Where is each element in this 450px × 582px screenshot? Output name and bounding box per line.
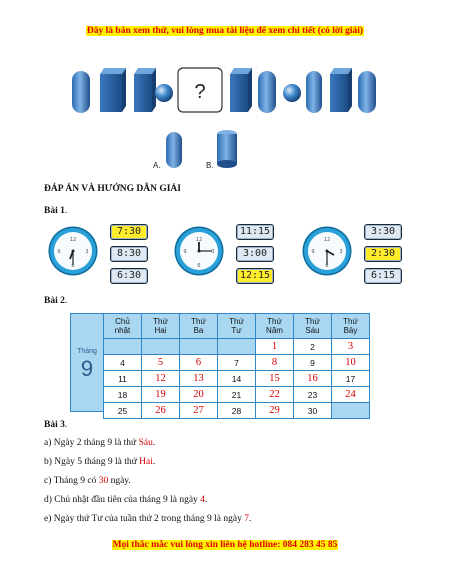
cylinder-shape — [72, 71, 90, 113]
option-a-label: A. — [153, 161, 161, 170]
weekday-header: Thứ Sáu — [294, 314, 332, 339]
calendar-cell: 14 — [218, 371, 256, 387]
question-mark: ? — [194, 81, 206, 103]
calendar-cell: 25 — [104, 403, 142, 419]
calendar-cell-answer: 5 — [142, 355, 180, 371]
analog-clock — [50, 228, 96, 274]
calendar-row — [104, 403, 370, 419]
calendar-header-row — [104, 314, 370, 339]
svg-text:6: 6 — [325, 263, 329, 269]
weekday-header: Thứ Ba — [180, 314, 218, 339]
weekday-header: Chủ nhật — [104, 314, 142, 339]
bai2-label: Bài 2. — [44, 296, 68, 306]
clock-face-icon — [308, 232, 346, 270]
calendar-cell: 18 — [104, 387, 142, 403]
svg-text:6: 6 — [197, 263, 201, 269]
calendar-cell: 7 — [218, 355, 256, 371]
calendar-row — [104, 371, 370, 387]
answers-heading: ĐÁP ÁN VÀ HƯỚNG DẪN GIẢI — [44, 184, 181, 194]
bai1-clock-rows — [44, 222, 404, 282]
bai1-label: Bài 1. — [44, 206, 68, 216]
shape-pattern-svg — [60, 56, 390, 176]
hotline-banner — [0, 540, 450, 550]
answer-value: Hai — [139, 457, 153, 467]
svg-text:9: 9 — [183, 249, 187, 255]
svg-text:12: 12 — [323, 237, 331, 243]
preview-banner-text: Đây là bản xem thử, vui lòng mua tài liệu để xem chi tiết (có lời giải) — [86, 26, 364, 36]
digital-time: 6:15 — [364, 268, 402, 284]
analog-clock — [176, 228, 222, 274]
digital-time: 3:00 — [236, 246, 274, 262]
svg-text:6: 6 — [71, 263, 75, 269]
cube-shape — [100, 68, 126, 112]
analog-clock — [304, 228, 350, 274]
digital-time: 12:15 — [236, 268, 274, 284]
svg-text:3: 3 — [211, 249, 215, 255]
digital-time: 8:30 — [110, 246, 148, 262]
calendar-cell: 9 — [294, 355, 332, 371]
bai3-answer-line: e) Ngày thứ Tư của tuần thứ 2 trong tháng 9 là ngày 7. — [44, 514, 252, 524]
weekday-header: Thứ Bảy — [332, 314, 370, 339]
calendar-row — [104, 355, 370, 371]
calendar-row — [104, 339, 370, 355]
svg-text:9: 9 — [57, 249, 61, 255]
calendar-cell-answer: 15 — [256, 371, 294, 387]
clock-face-icon — [180, 232, 218, 270]
svg-text:12: 12 — [195, 237, 203, 243]
clock-face-icon — [54, 232, 92, 270]
calendar-table — [103, 313, 370, 419]
calendar-cell — [332, 403, 370, 419]
digital-time: 11:15 — [236, 224, 274, 240]
calendar-cell: 11 — [104, 371, 142, 387]
option-b-shape — [217, 130, 237, 168]
calendar-cell-answer: 24 — [332, 387, 370, 403]
calendar-cell-answer: 27 — [180, 403, 218, 419]
calendar-cell-answer: 16 — [294, 371, 332, 387]
bai3-label: Bài 3. — [44, 420, 68, 430]
calendar-cell-answer: 13 — [180, 371, 218, 387]
hotline-banner-text: Mọi thắc mắc vui lòng xin liên hệ hotline: 084 283 45 85 — [112, 540, 338, 550]
svg-text:12: 12 — [69, 237, 77, 243]
calendar-cell-answer: 10 — [332, 355, 370, 371]
answer-value: 7 — [244, 514, 249, 524]
digital-time: 3:30 — [364, 224, 402, 240]
calendar-cell: 4 — [104, 355, 142, 371]
calendar-cell — [218, 339, 256, 355]
bai3-answer-line: c) Tháng 9 có 30 ngày. — [44, 476, 131, 486]
calendar-cell-answer: 20 — [180, 387, 218, 403]
weekday-header: Thứ Hai — [142, 314, 180, 339]
calendar-cell — [180, 339, 218, 355]
svg-text:3: 3 — [85, 249, 89, 255]
calendar-cell-answer: 22 — [256, 387, 294, 403]
calendar-cell-answer: 1 — [256, 339, 294, 355]
answer-value: Sáu — [138, 438, 153, 448]
calendar-cell-answer: 19 — [142, 387, 180, 403]
month-number: 9 — [80, 356, 94, 381]
answer-value: 4 — [200, 495, 205, 505]
calendar-cell-answer: 29 — [256, 403, 294, 419]
answer-value: 30 — [98, 476, 109, 486]
calendar-row — [104, 387, 370, 403]
month-label-cell — [70, 313, 104, 412]
calendar-cell-answer: 6 — [180, 355, 218, 371]
weekday-header: Thứ Năm — [256, 314, 294, 339]
digital-time: 6:30 — [110, 268, 148, 284]
calendar-cell-answer: 3 — [332, 339, 370, 355]
svg-text:9: 9 — [311, 249, 315, 255]
bai3-answer-line: d) Chủ nhật đầu tiên của tháng 9 là ngày 4. — [44, 495, 208, 505]
option-b-label: B. — [206, 161, 214, 170]
shape-pattern-figure — [60, 56, 390, 176]
calendar-cell-answer: 8 — [256, 355, 294, 371]
svg-text:3: 3 — [339, 249, 343, 255]
calendar-cell — [104, 339, 142, 355]
calendar-cell — [142, 339, 180, 355]
calendar-cell: 23 — [294, 387, 332, 403]
sphere-shape — [155, 84, 173, 102]
calendar-cell-answer: 26 — [142, 403, 180, 419]
weekday-header: Thứ Tư — [218, 314, 256, 339]
bai3-answer-line: a) Ngày 2 tháng 9 là thứ Sáu. — [44, 438, 156, 448]
month-label: Tháng — [77, 348, 97, 355]
box-shape — [134, 68, 156, 112]
calendar-cell: 30 — [294, 403, 332, 419]
digital-time: 7:30 — [110, 224, 148, 240]
preview-banner — [0, 26, 450, 36]
calendar-cell: 2 — [294, 339, 332, 355]
calendar-cell: 28 — [218, 403, 256, 419]
calendar-cell: 21 — [218, 387, 256, 403]
option-a-shape — [166, 132, 182, 168]
digital-time: 2:30 — [364, 246, 402, 262]
calendar-cell-answer: 12 — [142, 371, 180, 387]
calendar-cell: 17 — [332, 371, 370, 387]
bai3-answer-line: b) Ngày 5 tháng 9 là thứ Hai. — [44, 457, 156, 467]
